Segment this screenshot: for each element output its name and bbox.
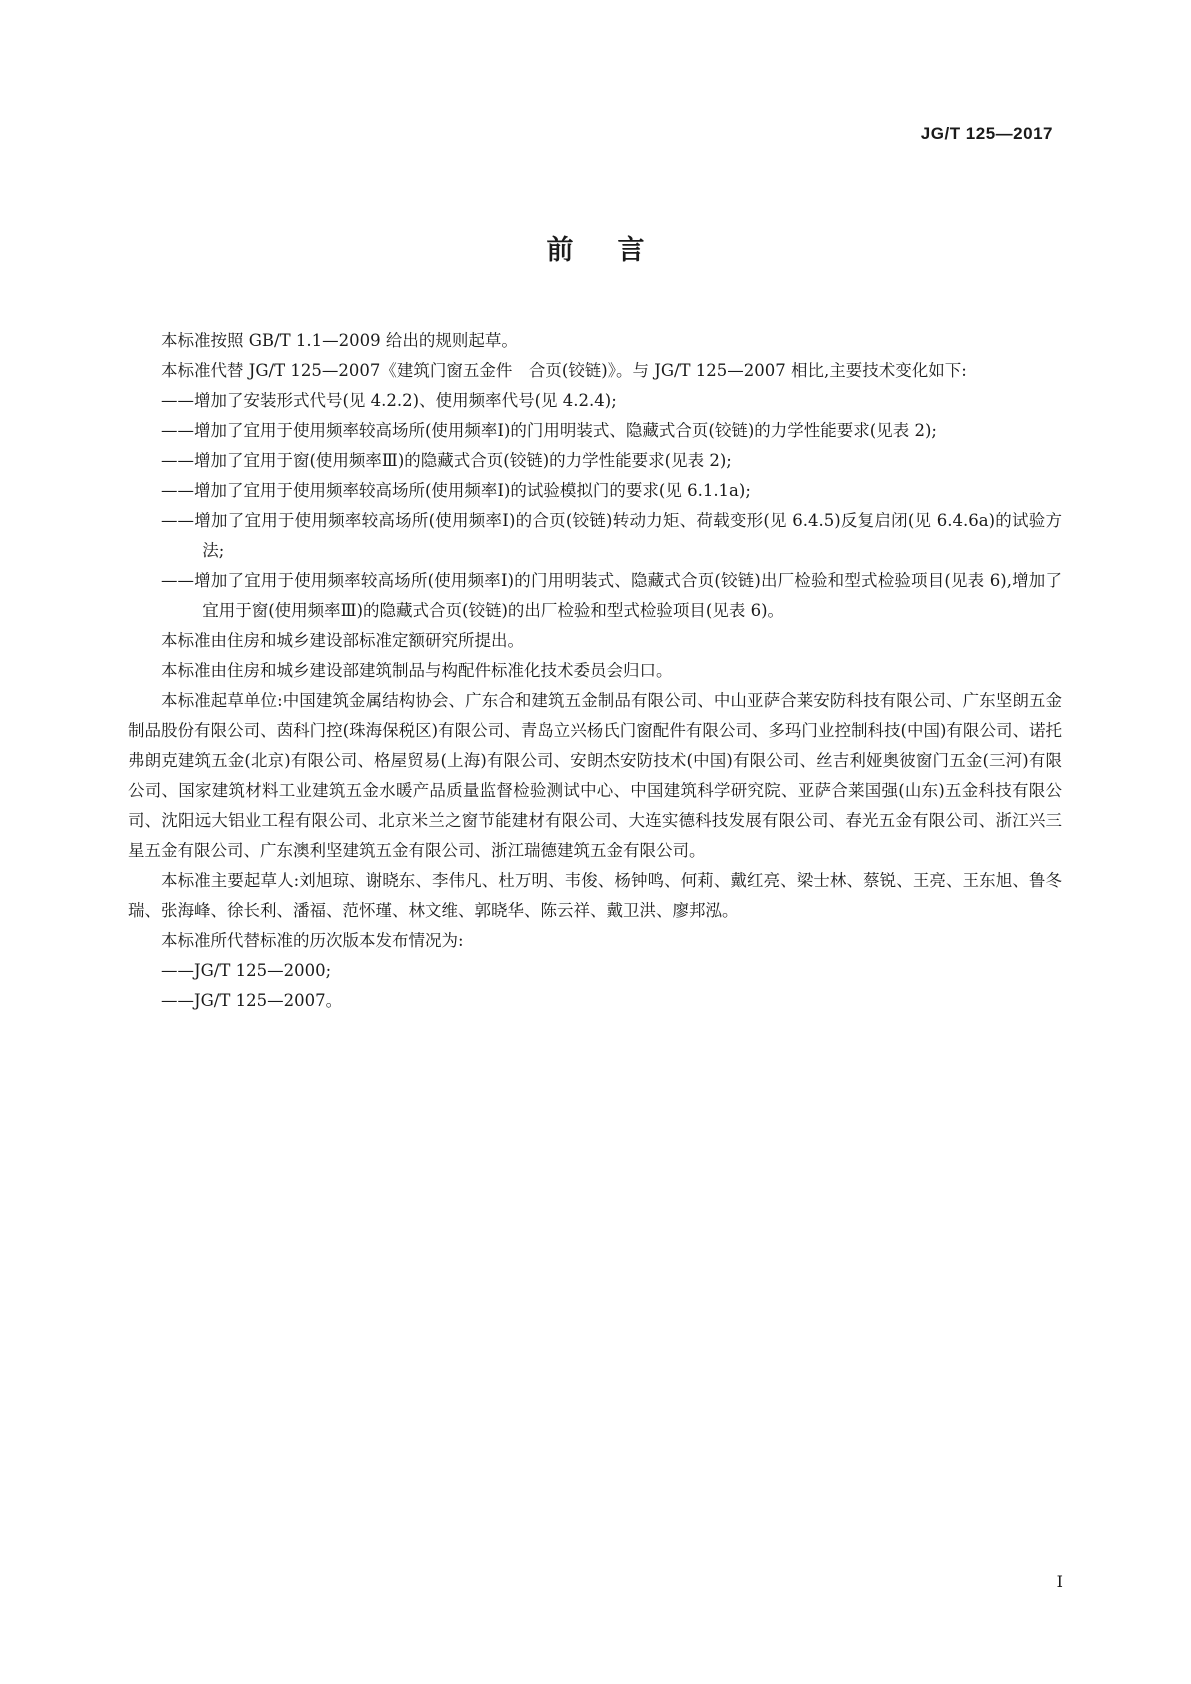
list-item: ——增加了宜用于使用频率较高场所(使用频率Ⅰ)的合页(铰链)转动力矩、荷载变形(见 6.4.5)反复启闭(见 6.4.6a)的试验方法; [161,511,1062,560]
list-item: ——增加了宜用于使用频率较高场所(使用频率Ⅰ)的门用明装式、隐藏式合页(铰链)的力学性能要求(见表 2); [161,421,937,440]
page-title: 前言 [546,235,689,266]
paragraph-replacement: 本标准代替 JG/T 125—2007《建筑门窗五金件 合页(铰链)》。与 JG/T 125—2007 相比,主要技术变化如下: [161,361,967,380]
page-number: I [1056,1572,1063,1591]
paragraph-committee: 本标准由住房和城乡建设部建筑制品与构配件标准化技术委员会归口。 [161,661,673,680]
paragraph-drafting-rules: 本标准按照 GB/T 1.1—2009 给出的规则起草。 [161,331,518,350]
list-item: ——增加了宜用于窗(使用频率Ⅲ)的隐藏式合页(铰链)的力学性能要求(见表 2); [161,451,732,470]
preface-body [128,326,1062,1016]
list-item: ——JG/T 125—2000; [161,961,332,980]
standard-code: JG/T 125—2017 [920,124,1053,143]
version-history-list [128,956,1062,1016]
list-item: ——JG/T 125—2007。 [161,991,343,1010]
paragraph-proposer: 本标准由住房和城乡建设部标准定额研究所提出。 [161,631,524,650]
paragraph-history-intro: 本标准所代替标准的历次版本发布情况为: [161,931,464,950]
paragraph-drafters: 本标准主要起草人:刘旭琼、谢晓东、李伟凡、杜万明、韦俊、杨钟鸣、何莉、戴红亮、梁士林、蔡锐、王亮、王东旭、鲁冬瑞、张海峰、徐长利、潘福、范怀瑾、林文维、郭晓华、陈云祥、戴卫洪、廖邦泓。 [128,871,1062,920]
paragraph-drafting-units: 本标准起草单位:中国建筑金属结构协会、广东合和建筑五金制品有限公司、中山亚萨合莱安防科技有限公司、广东坚朗五金制品股份有限公司、茵科门控(珠海保税区)有限公司、青岛立兴杨氏门窗配件有限公司、多玛门业控制科技(中国)有限公司、诺托弗朗克建筑五金(北京)有限公司、格屋贸易(上海)有限公司、安朗杰安防技术(中国)有限公司、丝吉利娅奥彼窗门五金(三河)有限公司、国家建筑材料工业建筑五金水暖产品质量监督检验测试中心、中国建筑科学研究院、亚萨合莱国强(山东)五金科技有限公司、沈阳远大铝业工程有限公司、北京米兰之窗节能建材有限公司、大连实德科技发展有限公司、春光五金有限公司、浙江兴三星五金有限公司、广东澳利坚建筑五金有限公司、浙江瑞德建筑五金有限公司。 [128,691,1062,860]
list-item: ——增加了安装形式代号(见 4.2.2)、使用频率代号(见 4.2.4); [161,391,617,410]
list-item: ——增加了宜用于使用频率较高场所(使用频率Ⅰ)的门用明装式、隐藏式合页(铰链)出厂检验和型式检验项目(见表 6),增加了宜用于窗(使用频率Ⅲ)的隐藏式合页(铰链)的出厂检验和型式检验项目(见表 6)。 [161,571,1062,620]
technical-changes-list [128,386,1062,626]
list-item: ——增加了宜用于使用频率较高场所(使用频率Ⅰ)的试验模拟门的要求(见 6.1.1a); [161,481,751,500]
